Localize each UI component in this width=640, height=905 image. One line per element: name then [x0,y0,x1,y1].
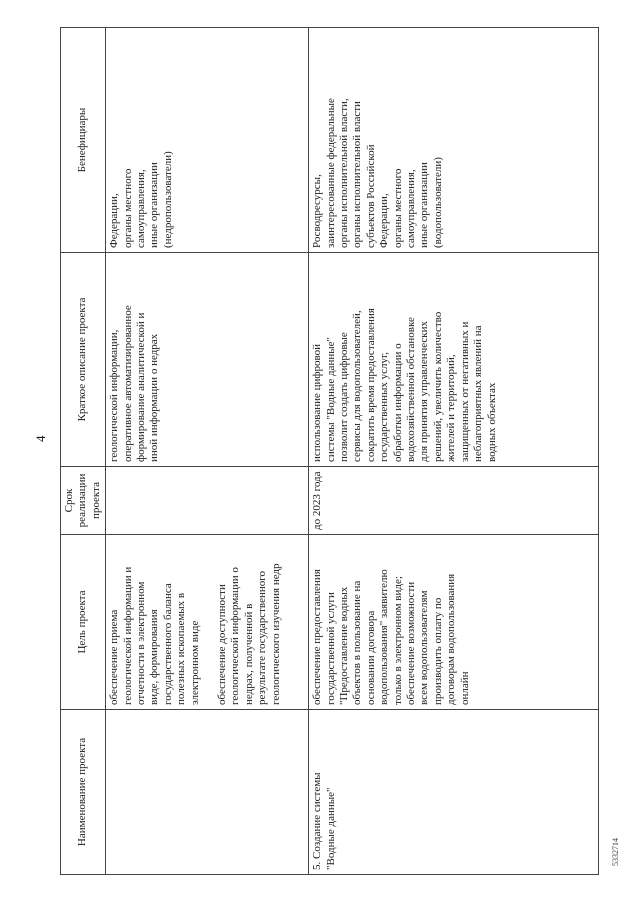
goal-paragraph: обеспечение предоставления государственной услуги "Предоставление водных объектов в пользование на основании договора водопользования" заявителю только в электронном виде; обеспечение возможности всем водопользователям производить оплату по договорам водопользования онлайн [311,569,471,705]
header-project-term: Срок реализации проекта [61,467,106,535]
header-beneficiaries: Бенефициары [61,28,106,253]
cell-beneficiaries: Федерации, органы местного самоуправления, иные организации (недропользователи) [106,28,309,253]
page-number: 4 [33,435,48,442]
cell-project-description: использование цифровой системы "Водные данные" позволит создать цифровые сервисы для водопользователей, сократить время предоставления государственных услуг, обработки информации о водохозяйственной обстановке для принятия управленческих решений, увеличить количество жителей и территорий, защищенных от негативных и неблагоприятных явлений на водных объектах [309,253,599,467]
cell-project-name: 5. Создание системы "Водные данные" [309,710,599,875]
projects-table-container [60,28,580,875]
goal-paragraph: обеспечение приема геологической информации и отчетности в электронном виде, формирования государственного баланса полезных ископаемых в электронном виде [108,566,201,705]
cell-project-goal [106,535,309,710]
header-project-description: Краткое описание проекта [61,253,106,467]
cell-project-term [106,467,309,535]
table-header-row [61,28,106,875]
cell-project-goal [309,535,599,710]
table-row [106,28,309,875]
cell-beneficiaries: Росводресурсы, заинтересованные федеральные органы исполнительной власти, органы исполнительной власти субъектов Российской Федерации, органы местного самоуправления, иные организации (водопользователи) [309,28,599,253]
table-row [309,28,599,875]
cell-project-name [106,710,309,875]
header-project-goal: Цель проекта [61,535,106,710]
header-project-name: Наименование проекта [61,710,106,875]
goal-paragraph: обеспечение доступности геологической информации о недрах, полученной в результате государственного геологического изучения недр [216,563,282,705]
cell-project-description: геологической информации, оперативное автоматизированное формирование аналитической и иной информации о недрах [106,253,309,467]
projects-table [60,27,599,875]
cell-project-term: до 2023 года [309,467,599,535]
document-code: 5332714 [611,838,620,866]
